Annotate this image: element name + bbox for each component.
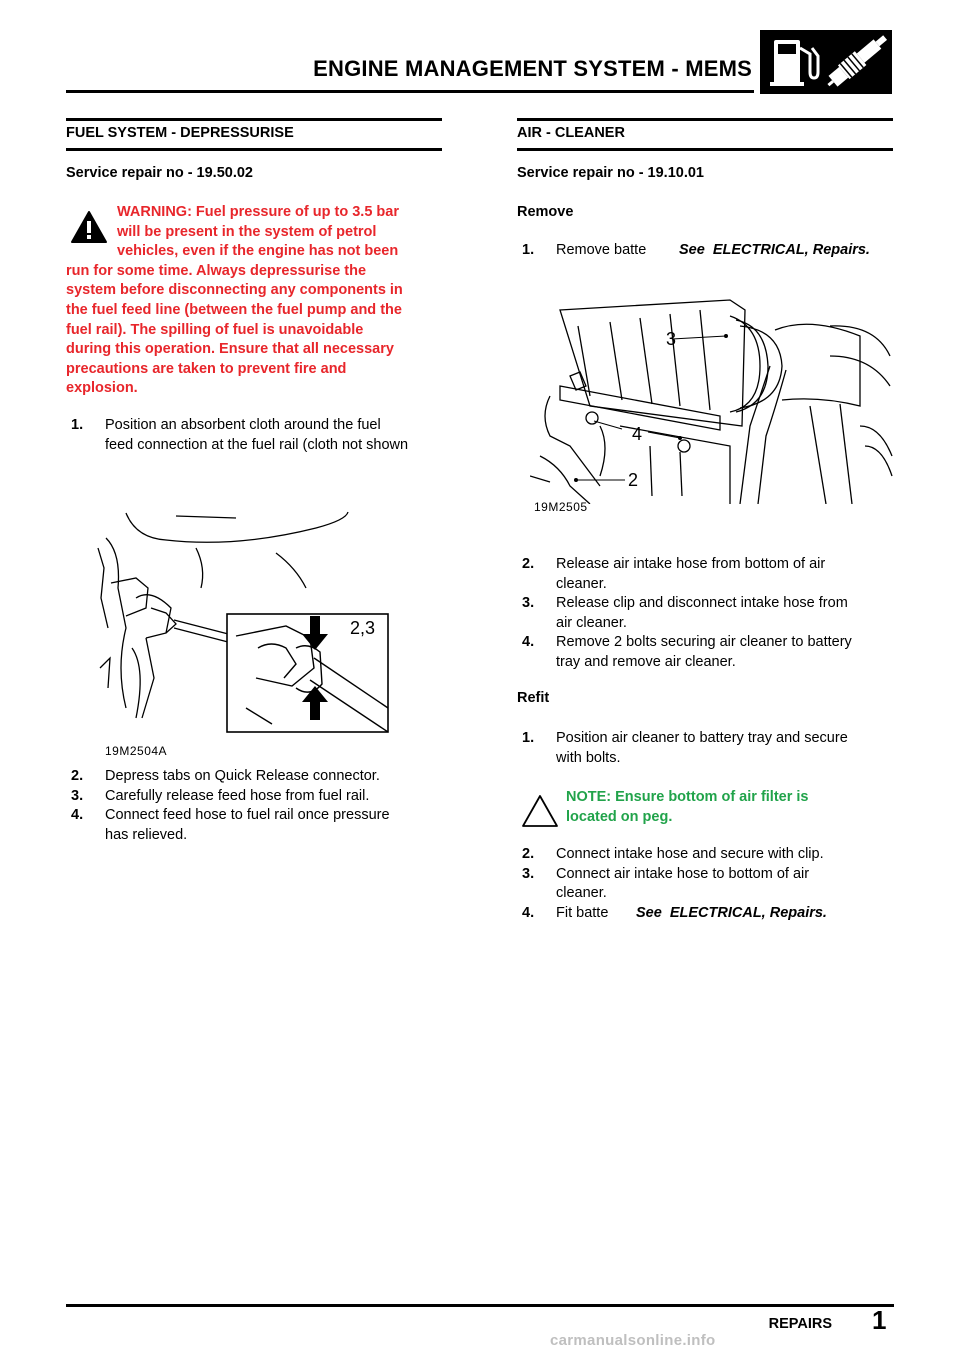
right-title-rule-top [517, 118, 893, 121]
step-text-line: air cleaner. [556, 614, 627, 631]
right-service-number: Service repair no - 19.10.01 [517, 165, 704, 181]
warning-line-6: the fuel feed line (between the fuel pump and the [66, 302, 402, 318]
page-header-title: ENGINE MANAGEMENT SYSTEM - MEMS [313, 56, 752, 81]
fuel-pump-and-spark-plug-icon [760, 30, 892, 94]
step-number: 3. [522, 595, 535, 611]
fuel-step-1 [71, 416, 446, 456]
step-number: 4. [71, 807, 84, 823]
step-number: 1. [522, 730, 535, 746]
warning-line-9: precautions are taken to prevent fire and [66, 360, 347, 377]
step-text-line: Remove 2 bolts securing air cleaner to battery [556, 634, 852, 650]
note-line-1: NOTE: Ensure bottom of air filter is [566, 789, 809, 805]
step-text-line: Carefully release feed hose from fuel rail. [105, 787, 370, 804]
fuel-step-2 [71, 767, 446, 787]
step-number: 2. [522, 556, 535, 572]
figure-callout-3: 3 [666, 329, 677, 349]
step-number: 1. [522, 242, 535, 258]
warning-line-1: WARNING: Fuel pressure of up to 3.5 bar [117, 204, 399, 220]
step-text-line: Remove batte [556, 242, 647, 258]
footer-rule [66, 1304, 894, 1307]
left-title-rule-top [66, 118, 442, 121]
warning-line-10: explosion. [66, 380, 138, 397]
step-text-line: feed connection at the fuel rail (cloth not shown [105, 436, 409, 453]
remove-step-1 [522, 241, 894, 261]
step-number: 1. [71, 417, 84, 433]
warning-line-8: during this operation. Ensure that all necessary [66, 341, 394, 358]
step-text-line: Connect intake hose and secure with clip. [556, 846, 824, 862]
remove-step-3 [522, 594, 894, 634]
step-text-line: cleaner. [556, 575, 607, 592]
warning-icon [70, 210, 108, 249]
warning-line-5: system before disconnecting any components in [66, 282, 403, 299]
step-text-line: Depress tabs on Quick Release connector. [105, 768, 380, 784]
remove-step-4 [522, 633, 894, 673]
step-text-line: Release clip and disconnect intake hose from [556, 595, 848, 611]
page-number: 1 [872, 1305, 887, 1335]
step-text-line: tray and remove air cleaner. [556, 653, 736, 670]
step-text-line: Fit batte [556, 905, 609, 921]
step-number: 3. [522, 865, 535, 882]
fuel-step-3 [71, 787, 446, 807]
air-cleaner-title: AIR - CLEANER [517, 125, 625, 141]
step-number: 2. [522, 846, 535, 862]
site-watermark: carmanualsonline.info [550, 1332, 716, 1349]
remove-heading: Remove [517, 204, 574, 220]
warning-line-2: will be present in the system of petrol [117, 223, 377, 240]
warning-line-3: vehicles, even if the engine has not been [117, 243, 399, 260]
step-number: 4. [522, 905, 535, 921]
refit-step-3 [522, 865, 894, 905]
refit-heading: Refit [517, 690, 550, 706]
fuel-step-4 [71, 806, 446, 846]
step-text-line: Release air intake hose from bottom of air [556, 556, 826, 572]
electrical-repairs-reference: See ELECTRICAL, Repairs. [679, 242, 870, 258]
step-text-line: cleaner. [556, 885, 607, 901]
figure-label-19m2504a: 19M2504A [105, 744, 168, 758]
step-text-line: has relieved. [105, 826, 188, 843]
step-text-line: with bolts. [556, 749, 621, 766]
note-icon [521, 794, 559, 833]
step-text-line: Position air cleaner to battery tray and secure [556, 730, 848, 746]
warning-line-7: fuel rail). The spilling of fuel is unavoidable [66, 321, 364, 338]
refit-step-1 [522, 729, 894, 769]
fuel-depressurise-title: FUEL SYSTEM - DEPRESSURISE [66, 125, 294, 141]
refit-step-4 [522, 904, 894, 924]
note-line-2: located on peg. [566, 808, 673, 825]
figure-callout-2-3: 2,3 [350, 618, 376, 638]
figure-label-19m2505: 19M2505 [534, 500, 588, 514]
right-title-rule-bottom [517, 148, 893, 151]
left-title-rule-bottom [66, 148, 442, 151]
refit-step-2 [522, 845, 894, 865]
footer-section-label: REPAIRS [768, 1316, 832, 1332]
warning-line-4: run for some time. Always depressurise the [66, 262, 367, 279]
figure-callout-4: 4 [632, 424, 643, 444]
figure-callout-2: 2 [628, 470, 639, 490]
header-rule [66, 90, 754, 93]
step-text-line: Connect feed hose to fuel rail once pressure [105, 807, 390, 823]
air-cleaner-figure [530, 296, 894, 504]
step-number: 2. [71, 768, 84, 784]
step-number: 3. [71, 787, 84, 804]
remove-step-2 [522, 555, 894, 595]
step-number: 4. [522, 634, 535, 650]
left-service-number: Service repair no - 19.50.02 [66, 165, 253, 181]
step-text-line: Position an absorbent cloth around the fuel [105, 417, 381, 433]
electrical-repairs-reference: See ELECTRICAL, Repairs. [636, 905, 827, 921]
step-text-line: Connect air intake hose to bottom of air [556, 865, 810, 882]
